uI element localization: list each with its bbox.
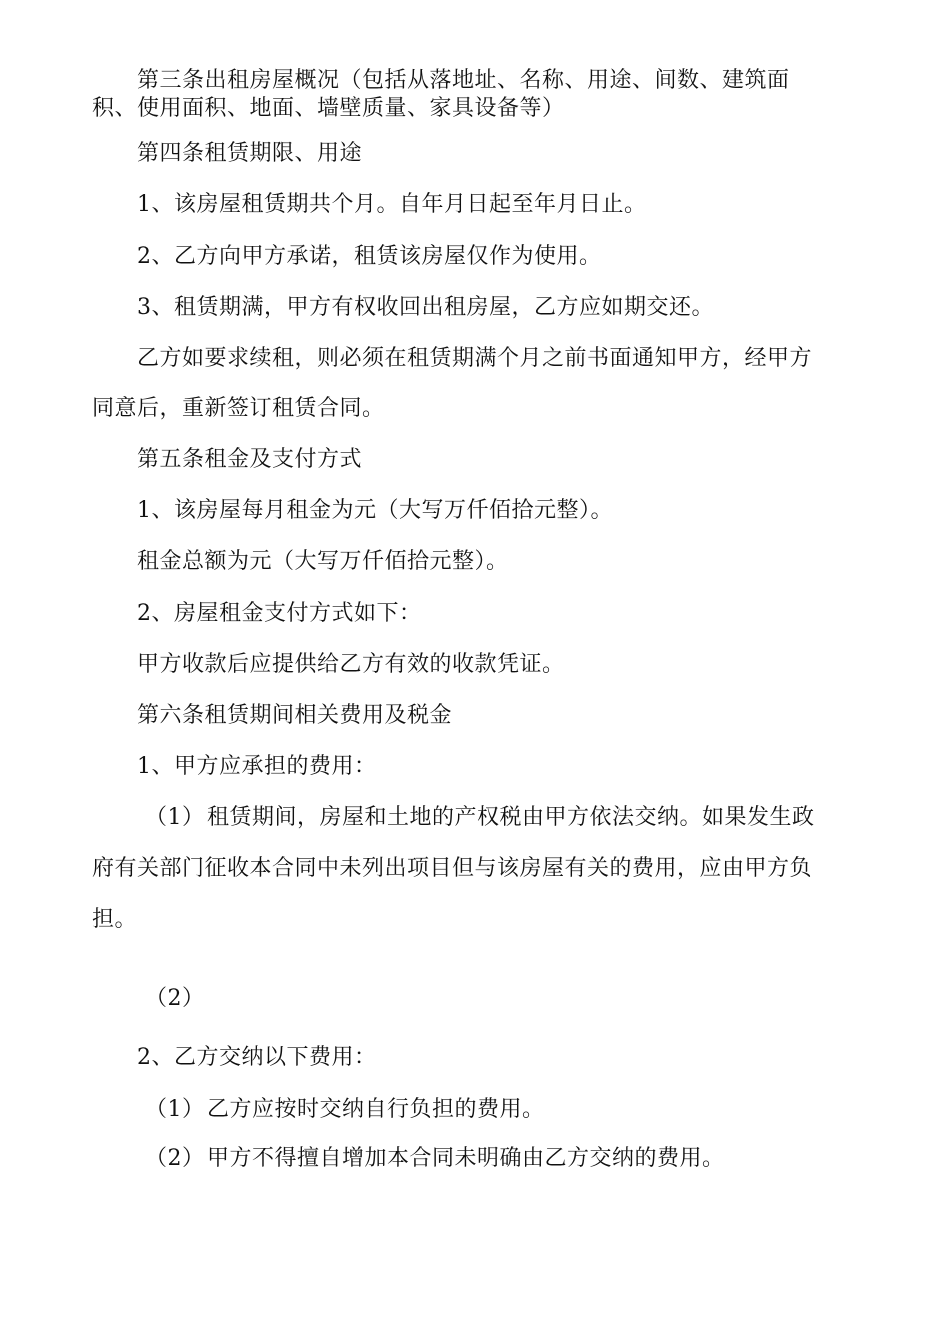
article-6-item-2: 2、乙方交纳以下费用：: [137, 1045, 377, 1070]
article-6-sub-1-line-3: 担。: [92, 907, 138, 932]
article-3-text-line-2: 积、使用面积、地面、墙壁质量、家具设备等）: [92, 96, 565, 121]
article-5-item-1: 1、该房屋每月租金为元（大写万仟佰拾元整）。: [137, 498, 613, 523]
article-6-b-sub-2-number: （2）: [145, 1146, 205, 1171]
article-5-title: 第五条租金及支付方式: [137, 447, 363, 472]
article-4-item-2: 2、乙方向甲方承诺，租赁该房屋仅作为使用。: [137, 244, 602, 269]
renewal-text-line-1: 乙方如要求续租，则必须在租赁期满个月之前书面通知甲方，经甲方: [137, 346, 813, 371]
article-6-item-1: 1、甲方应承担的费用：: [137, 754, 377, 779]
article-5-receipt-note: 甲方收款后应提供给乙方有效的收款凭证。: [137, 652, 565, 677]
article-6-b-sub-2-text: 甲方不得擅自增加本合同未明确由乙方交纳的费用。: [207, 1146, 725, 1171]
renewal-text-line-2: 同意后，重新签订租赁合同。: [92, 396, 385, 421]
article-6-b-sub-1-text: 乙方应按时交纳自行负担的费用。: [207, 1097, 545, 1122]
article-6-sub-2-number: （2）: [145, 986, 205, 1011]
article-6-sub-1-line-2: 府有关部门征收本合同中未列出项目但与该房屋有关的费用，应由甲方负: [92, 856, 813, 881]
article-6-b-sub-1-number: （1）: [145, 1097, 205, 1122]
article-3-text-line-1: 第三条出租房屋概况（包括从落地址、名称、用途、间数、建筑面: [137, 68, 790, 93]
article-6-title: 第六条租赁期间相关费用及税金: [137, 703, 453, 728]
article-6-sub-1-number: （1）: [145, 805, 205, 830]
article-5-rent-total: 租金总额为元（大写万仟佰拾元整）。: [137, 549, 509, 574]
article-4-item-1: 1、该房屋租赁期共个月。自年月日起至年月日止。: [137, 192, 647, 217]
article-5-item-2: 2、房屋租金支付方式如下：: [137, 601, 422, 626]
article-6-sub-1-line-1: 租赁期间，房屋和土地的产权税由甲方依法交纳。如果发生政: [207, 805, 815, 830]
article-4-item-3: 3、租赁期满，甲方有权收回出租房屋，乙方应如期交还。: [137, 295, 714, 320]
article-4-title: 第四条租赁期限、用途: [137, 141, 363, 166]
